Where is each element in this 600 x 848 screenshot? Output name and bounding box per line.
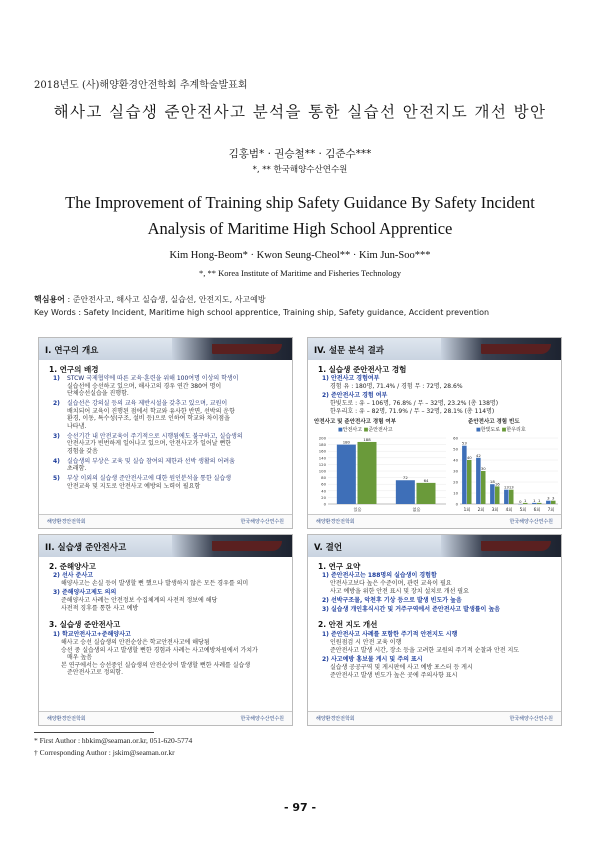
item-line: 한우리호 : 유 – 82명, 71.9% / 무 – 32명, 28.1% (총 114명) (330, 408, 495, 415)
item-line: 2) 준안전사고 경험 여부 (322, 392, 388, 399)
english-affiliation: *, ** Korea Institute of Maritime and Fisheries Technology (198, 268, 402, 278)
item-line: 초래함. (67, 465, 87, 472)
data-label: 188 (363, 436, 371, 442)
data-label: 30 (480, 466, 486, 471)
y-tick-label: 60 (453, 435, 458, 441)
english-title-line1: The Improvement of Training ship Safety Guidance By Safety Incident (65, 193, 535, 212)
data-label: 1 (533, 497, 536, 503)
footnote-corresponding-author: † Corresponding Author : jskim@seaman.or.kr (34, 748, 175, 757)
korean-keywords-text: : 준안전사고, 해사고 실습생, 실습선, 안전지도, 사고예방 (67, 295, 266, 304)
item-line: 인원점검 시 안전 교육 이행 (330, 639, 402, 646)
y-tick-label: 120 (318, 461, 326, 467)
bar (495, 486, 500, 504)
item-line: 경험을 갖음 (67, 447, 98, 455)
item-line: 사고 예방을 위한 안전 표시 및 장치 설치로 개선 필요 (330, 588, 469, 595)
legend-swatch-icon: ■ (476, 427, 481, 433)
x-tick-label: 6회 (533, 507, 541, 512)
y-tick-label: 160 (318, 448, 326, 454)
korean-keywords (34, 294, 266, 305)
data-label: 180 (342, 439, 350, 445)
y-tick-label: 0 (323, 501, 326, 507)
slide-subheading: 2. 안전 지도 개선 (318, 620, 378, 629)
item-line: 실습선은 강의실 등의 교육 제반시설을 갖추고 있으며, 교원이 (67, 400, 228, 407)
slide-heading: IV. 설문 분석 결과 (314, 346, 385, 356)
slide-footer (308, 711, 561, 725)
korean-keywords-label: 핵심용어 (34, 295, 65, 304)
item-line: 안전사고가 빈번하게 일어나고 있으며, 안전사고가 일어날 뻔한 (67, 440, 232, 447)
item-line: 1) 학교안전사고+준해양사고 (53, 631, 131, 638)
data-label: 0 (519, 499, 522, 504)
item-number: 3) (53, 432, 60, 440)
korean-title: 해사고 실습생 준안전사고 분석을 통한 실습선 안전지도 개선 방안 (53, 103, 547, 121)
item-line: 경험 유 : 180명, 71.4% / 경험 무 : 72명, 28.6% (330, 383, 463, 390)
slide-subheading: 2. 준해양사고 (49, 562, 96, 571)
english-title-line2: Analysis of Maritime High School Apprentice (147, 219, 453, 238)
item-line: 나타냄. (67, 422, 87, 430)
footer-right-logo: 한국해양수산연수원 (509, 716, 553, 722)
slide-heading: V. 결언 (314, 543, 343, 553)
page-number: - 97 - (283, 801, 317, 814)
bar (417, 483, 436, 504)
slide-survey-results (307, 337, 562, 529)
slide-heading: I. 연구의 개요 (45, 346, 99, 356)
item-line: 매우 높음 (67, 654, 93, 661)
data-label: 13 (503, 484, 509, 490)
item-line: 승선기간 내 안전교육이 주기적으로 시행됨에도 불구하고, 실습생의 (67, 432, 243, 440)
legend-swatch-icon: ■ (363, 427, 369, 433)
item-line: 부상 이외의 실습생 준안전사고에 대한 원인분석을 통한 실습생 (67, 475, 232, 482)
data-label: 42 (475, 452, 481, 458)
y-tick-label: 140 (318, 455, 326, 461)
data-label: 3 (547, 495, 550, 501)
item-line: 준안전사고 발생 시간, 장소 등을 고려한 교원의 주기적 순찰과 안전 지도 (330, 647, 520, 654)
data-label: 53 (461, 440, 467, 446)
slide-subheading: 1. 연구의 배경 (49, 365, 99, 374)
bar (509, 490, 514, 504)
data-label: 16 (494, 481, 500, 487)
chart-right-title: 준안전사고 경험 빈도 (468, 419, 520, 425)
english-keywords-text: : Safety Incident, Maritime high school apprentice, Training ship, Safety guidance, Accident prevention (78, 308, 490, 317)
korean-affiliation: *, ** 한국해양수산연수원 (252, 165, 348, 175)
y-tick-label: 10 (453, 490, 458, 496)
footer-left-logo: 해양환경안전학회 (47, 716, 86, 722)
slide-subheading: 1. 연구 요약 (318, 562, 361, 571)
item-line: 실습선에 승선하고 있으며, 해사고의 경우 연간 380여 명이 (67, 382, 222, 390)
english-title (40, 190, 560, 242)
item-line: 1) 안전사고 경험여부 (322, 375, 380, 382)
item-line: 2) 선박구조물, 악천후 기상 등으로 발생 빈도가 높음 (322, 597, 462, 604)
y-tick-label: 100 (318, 468, 326, 474)
bar (481, 471, 486, 504)
x-tick-label: 1회 (463, 507, 471, 512)
item-line: 해사고 승선 실습생의 안전순상은 학교안전사고에 해당됨 (61, 639, 210, 646)
y-tick-label: 180 (318, 442, 326, 448)
bar (337, 445, 356, 504)
slide-heading: II. 실습생 준안전사고 (45, 543, 127, 553)
legend-swatch-icon: ■ (338, 427, 343, 433)
y-tick-label: 200 (318, 435, 326, 441)
y-tick-label: 20 (321, 494, 326, 500)
chart-accident-experience (312, 434, 448, 516)
bar (546, 501, 551, 504)
x-tick-label: 2회 (477, 507, 485, 512)
item-line: 1) 준안전사고 사례를 포함한 주기적 안전지도 시행 (322, 631, 458, 638)
item-line: 한빛도로 : 유 – 106명, 76.8% / 무 – 32명, 23.2% (총 138명) (330, 400, 499, 407)
data-label: 13 (508, 484, 514, 490)
bar (358, 442, 377, 504)
data-label: 40 (466, 455, 472, 460)
item-line: 준안전사고로 정의함. (67, 669, 123, 676)
data-label: 1 (538, 497, 541, 503)
item-line: 준해양사고 사례는 안전정보 수집체계의 사전적 정보에 해당 (61, 597, 218, 604)
legend-label: 한우리호 (506, 427, 526, 433)
bar (523, 503, 528, 504)
legend-swatch-icon: ■ (501, 427, 507, 433)
data-label: 1 (524, 497, 527, 503)
item-line: 승선 중 실습생의 사고 발생할 뻔한 경험과 사례는 사고예방차원에서 가치가 (61, 647, 258, 654)
korean-authors: 김홍범* · 권승철** · 김준수*** (228, 148, 372, 160)
item-line: 사전적 징후를 통한 사고 예방 (61, 605, 139, 612)
slide-subheading: 1. 실습생 준안전사고 경험 (318, 365, 407, 374)
data-label: 72 (402, 475, 408, 481)
ship-banner (172, 338, 292, 360)
chart-incident-frequency (448, 434, 560, 516)
bar (490, 484, 495, 504)
bar (396, 480, 415, 504)
item-line: 본 연구에서는 승선중인 실습생의 안전순상이 발생할 뻔한 사례를 실습생 (61, 662, 251, 669)
item-line: 3) 준해양사고제도 의의 (53, 589, 117, 596)
footer-right-logo: 한국해양수산연수원 (240, 716, 284, 722)
item-line: STCW 국제협약에 따른 교육·훈련을 위해 100여명 이상의 학생이 (67, 375, 239, 382)
item-line: 안전사고보다 높은 수준이며, 관련 교육이 필요 (330, 580, 452, 587)
english-keywords (34, 308, 489, 317)
item-line: 1) 준안전사고는 188명의 실습생이 경험함 (322, 572, 437, 579)
footer-left-logo: 해양환경안전학회 (316, 716, 355, 722)
chart-left-title: 안전사고 및 준안전사고 경험 여부 (314, 419, 397, 425)
english-authors: Kim Hong-Beom* · Kwon Seung-Cheol** · Kim Jun-Soo*** (169, 250, 431, 261)
item-line: 3) 실습생 개인휴식시간 및 거주구역에서 준안전사고 발생률이 높음 (322, 606, 501, 613)
item-number: 2) (53, 400, 60, 407)
y-tick-label: 80 (321, 475, 326, 481)
y-tick-label: 50 (453, 446, 458, 452)
item-number: 1) (53, 375, 60, 382)
footer-left-logo: 해양환경안전학회 (47, 519, 86, 525)
y-tick-label: 20 (453, 479, 458, 485)
slide-footer (39, 711, 292, 725)
bar (532, 503, 537, 504)
legend-label: 준안전사고 (368, 427, 393, 433)
y-tick-label: 30 (453, 468, 458, 474)
slide-apprentice-safety-incident (38, 534, 293, 726)
item-line: 단체승선실습을 진행함. (67, 390, 129, 397)
y-tick-label: 0 (455, 501, 458, 507)
x-tick-label: 3회 (491, 507, 499, 512)
x-tick-label: 없음 (412, 507, 421, 512)
bar (504, 490, 509, 504)
slide-conclusion (307, 534, 562, 726)
footnote-first-author: * First Author : hbkim@seaman.or.kr, 051-620-5774 (34, 736, 193, 745)
item-line: 환경, 이동, 특수성(구조, 설비 등)으로 인하여 학교와 차이점을 (67, 415, 230, 422)
english-keywords-label: Key Words (34, 308, 76, 317)
slide-footer (39, 514, 292, 528)
item-line: 배치되어 교육이 진행된 점에서 학교와 유사한 반면, 선박의 운항 (67, 407, 235, 415)
bar (551, 501, 556, 504)
ship-banner (441, 338, 561, 360)
footer-right-logo: 한국해양수산연수원 (509, 519, 553, 525)
x-tick-label: 7회 (547, 507, 555, 512)
slide-research-overview (38, 337, 293, 529)
item-line: 준안전사고 발생 빈도가 높은 곳에 주의사항 표시 (330, 672, 458, 679)
footer-right-logo: 한국해양수산연수원 (240, 519, 284, 525)
item-line: 2) 사고예방 홍보물 게시 및 주의 표시 (322, 656, 423, 663)
x-tick-label: 있음 (353, 507, 362, 512)
y-tick-label: 40 (321, 488, 326, 494)
data-label: 64 (423, 477, 429, 483)
footnote-divider (34, 732, 154, 733)
x-tick-label: 4회 (505, 507, 513, 512)
data-label: 3 (552, 495, 555, 501)
item-line: 안전교육 및 지도로 안전사고 예방의 노력이 필요함 (67, 482, 201, 490)
x-tick-label: 5회 (519, 507, 527, 512)
item-number: 4) (53, 457, 60, 465)
ship-banner (441, 535, 561, 557)
bar (476, 458, 481, 504)
slide-subheading: 3. 실습생 준안전사고 (49, 620, 121, 629)
item-line: 실습생의 부상은 교육 및 실습 참여의 제한과 선박 생활의 어려움 (67, 457, 235, 465)
legend-label: 안전사고 (342, 427, 363, 433)
bar (537, 503, 542, 504)
item-line: 2) 선사 준사고 (53, 572, 94, 579)
y-tick-label: 60 (321, 481, 326, 487)
y-tick-label: 40 (453, 457, 458, 463)
bar (467, 460, 472, 504)
slide-footer (308, 514, 561, 528)
conference-header: 2018년도 (사)해양환경안전학회 추계학술발표회 (34, 80, 248, 91)
item-line: 해양사고는 손실 등이 발생할 뻔 했으나 발생하지 않은 모든 경우를 의미 (61, 580, 249, 587)
legend-label: 한빛도로 (480, 427, 501, 433)
item-number: 5) (53, 475, 60, 482)
data-label: 18 (489, 479, 495, 485)
ship-banner (172, 535, 292, 557)
item-line: 실습생 공공구역 및 게시판에 사고 예방 포스터 등 게시 (330, 664, 473, 671)
footer-left-logo: 해양환경안전학회 (316, 519, 355, 525)
